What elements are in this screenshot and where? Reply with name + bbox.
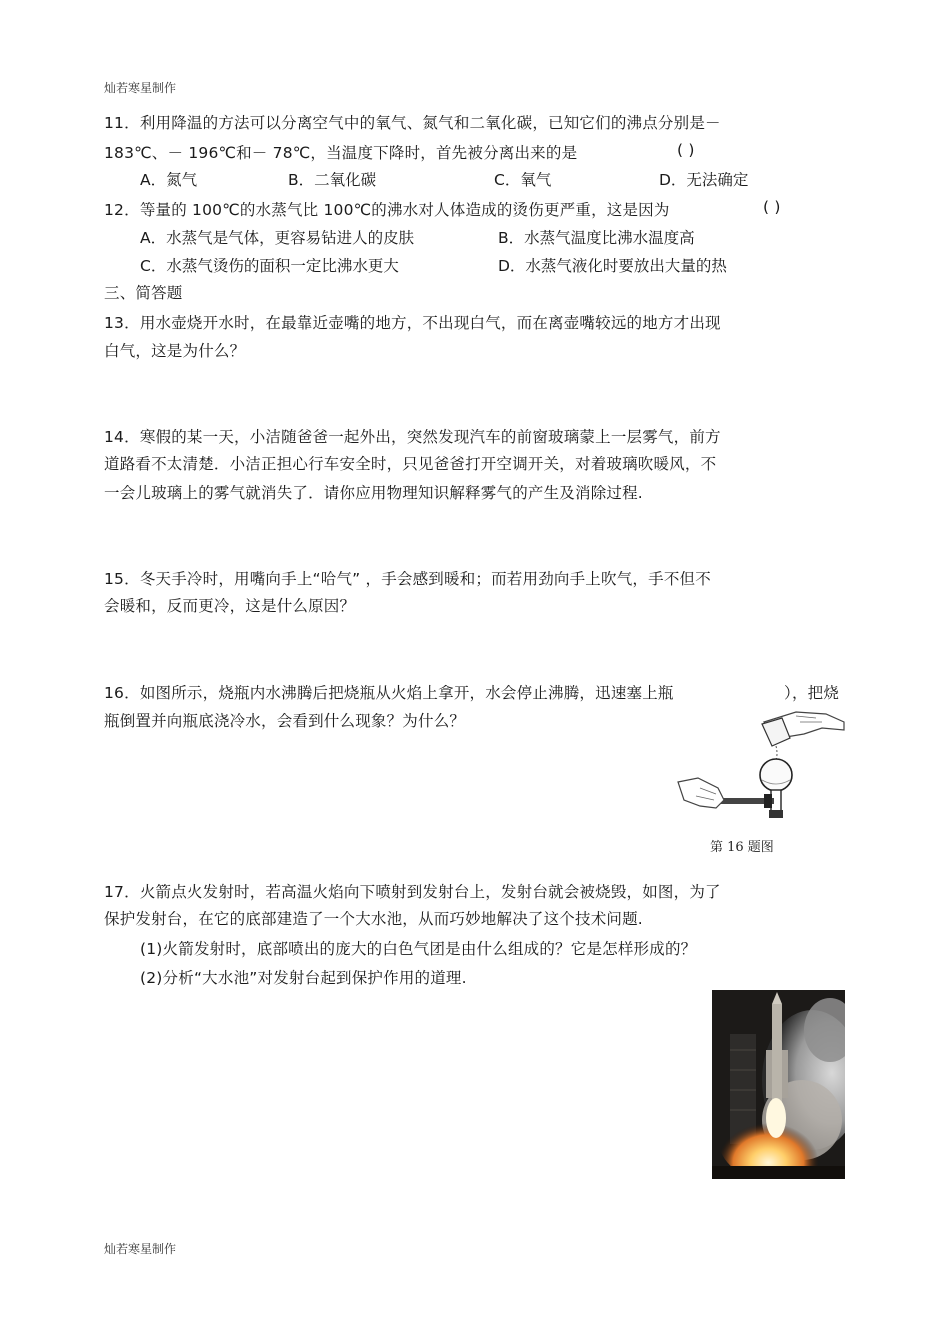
q12-option-d: D．水蒸气液化时要放出大量的热 xyxy=(498,257,727,275)
q11-option-d: D．无法确定 xyxy=(659,171,749,189)
q17-line2: 保护发射台，在它的底部建造了一个大水池，从而巧妙地解决了这个技术问题. xyxy=(104,910,643,928)
q13-line1: 13．用水壶烧开水时，在最靠近壶嘴的地方，不出现白气，而在离壶嘴较远的地方才出现 xyxy=(104,314,721,332)
q16-line1: 16．如图所示，烧瓶内水沸腾后把烧瓶从火焰上拿开，水会停止沸腾，迅速塞上瓶 xyxy=(104,684,674,702)
q11-option-b: B．二氧化碳 xyxy=(288,171,377,189)
q15-line2: 会暖和，反而更冷，这是什么原因？ xyxy=(104,597,356,615)
q16-line2: 瓶倒置并向瓶底浇冷水，会看到什么现象？为什么？ xyxy=(104,712,466,730)
page-header: 灿若寒星制作 xyxy=(104,81,177,95)
q12-option-b: B．水蒸气温度比沸水温度高 xyxy=(498,229,695,247)
q13-line2: 白气，这是为什么？ xyxy=(104,342,246,360)
section-title-short-answer: 三、简答题 xyxy=(104,284,183,302)
q11-answer-paren: ( ) xyxy=(677,141,695,159)
q17-subquestion-1: (1)火箭发射时，底部喷出的庞大的白色气团是由什么组成的？它是怎样形成的？ xyxy=(140,940,697,958)
q12-option-c: C．水蒸气烫伤的面积一定比沸水更大 xyxy=(140,257,399,275)
q11-line2: 183℃、－ 196℃和－ 78℃，当温度下降时，首先被分离出来的是 xyxy=(104,144,578,162)
q11-option-c: C．氧气 xyxy=(494,171,552,189)
q15-line1: 15．冬天手冷时，用嘴向手上“哈气” ，手会感到暖和；而若用劲向手上吹气，手不但不 xyxy=(104,570,711,588)
q17-subquestion-2: (2)分析“大水池”对发射台起到保护作用的道理. xyxy=(140,969,467,987)
q11-line1: 11．利用降温的方法可以分离空气中的氧气、氮气和二氧化碳，已知它们的沸点分别是－ xyxy=(104,114,721,132)
q11-option-a: A．氮气 xyxy=(140,171,198,189)
q14-line1: 14．寒假的某一天，小洁随爸爸一起外出，突然发现汽车的前窗玻璃蒙上一层雾气，前方 xyxy=(104,428,721,446)
q12-answer-paren: ( ) xyxy=(763,198,781,216)
q16-figure xyxy=(676,708,846,858)
q14-line3: 一会儿玻璃上的雾气就消失了．请你应用物理知识解释雾气的产生及消除过程. xyxy=(104,484,643,502)
q14-line2: 道路看不太清楚．小洁正担心行车安全时，只见爸爸打开空调开关，对着玻璃吹暖风，不 xyxy=(104,455,717,473)
rocket-launch-photo xyxy=(712,990,845,1179)
q17-line1: 17．火箭点火发射时，若高温火焰向下喷射到发射台上，发射台就会被烧毁，如图，为了 xyxy=(104,883,721,901)
q12-option-a: A．水蒸气是气体，更容易钻进人的皮肤 xyxy=(140,229,415,247)
page-footer: 灿若寒星制作 xyxy=(104,1242,177,1256)
q12-line1: 12．等量的 100℃的水蒸气比 100℃的沸水对人体造成的烫伤更严重，这是因为 xyxy=(104,201,670,219)
q16-line1-tail: ），把烧 xyxy=(784,684,840,702)
q16-figure-caption: 第 16 题图 xyxy=(710,840,774,855)
